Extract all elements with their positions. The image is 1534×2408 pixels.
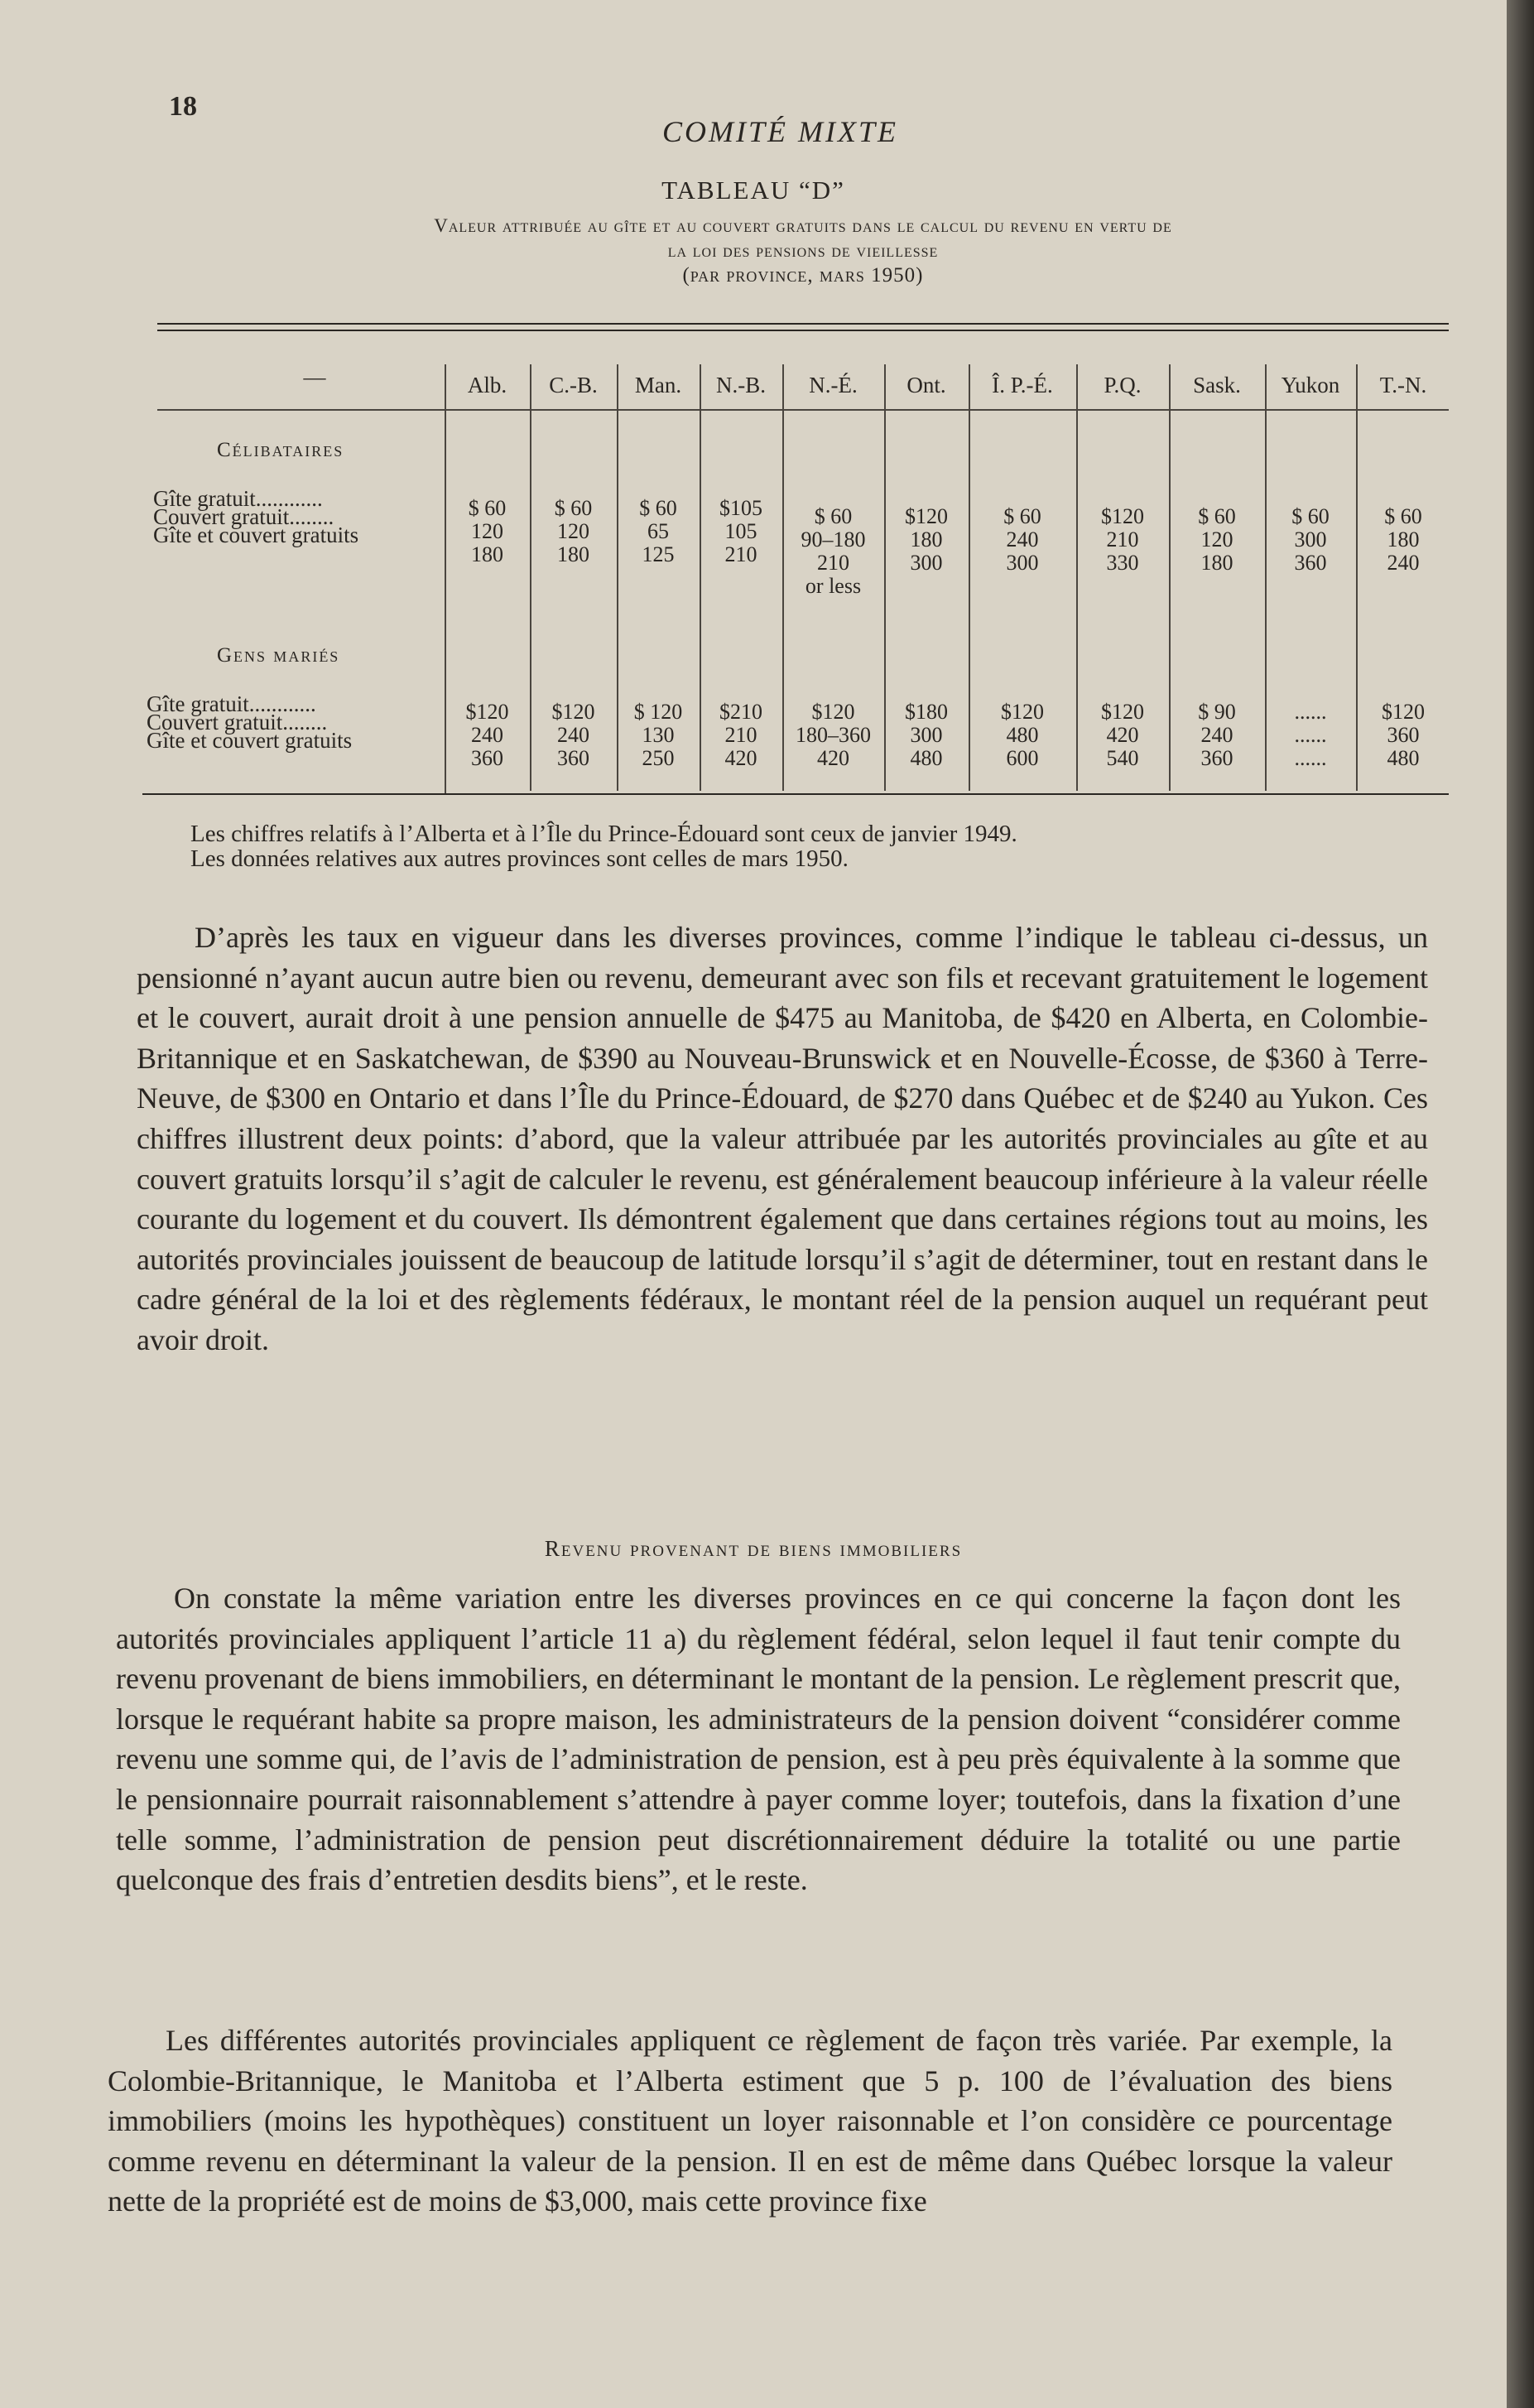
- cell-value: 210: [1106, 527, 1139, 551]
- cell-value: 210: [724, 542, 757, 566]
- cell-value: $ 90: [1198, 700, 1236, 724]
- cell-value: 600: [1006, 746, 1039, 770]
- cell-value: 180–360: [796, 723, 871, 747]
- cell-value: 105: [724, 519, 757, 543]
- table-top-rule: [157, 323, 1449, 325]
- cell-value: $120: [551, 700, 595, 724]
- section-title: Gens mariés: [217, 644, 340, 667]
- paragraph-1-text: D’après les taux en vigueur dans les diverses provinces, comme l’indique le tableau ci-dessus, un pensionné n’ayant aucun autre bien ou revenu, demeurant avec son fils et recevant gratuitement le logement et le couvert, aurait droit à une pension annuelle de $475 au Manitoba, de $420 en Alberta, en Colombie-Britannique et en Saskatchewan, de $390 au Nouveau-Brunswick et en Nouvelle-Écosse, de $360 à Terre-Neuve, de $300 en Ontario et dans l’Île du Prince-Édouard, de $270 dans Québec et de $240 au Yukon. Ces chiffres illustrent deux points: d’abord, que la valeur attribuée par les autorités provinciales au gîte et au couvert gratuits lorsqu’il s’agit de calculer le revenu, est généralement beaucoup inférieure à la valeur réelle courante du logement et du couvert. Ils démontrent également que dans certaines régions tout au moins, les autorités provinciales jouissent de beaucoup de latitude lorsqu’il s’agit de déterminer, tout en restant dans le cadre général de la loi et des règlements fédéraux, le montant réel de la pension auquel un requérant peut avoir droit.: [137, 921, 1428, 1356]
- cell-value: $120: [465, 700, 509, 724]
- table-cell: [1358, 505, 1449, 575]
- cell-value: $ 60: [468, 496, 507, 520]
- column-header: Sask.: [1193, 373, 1241, 397]
- body-paragraph-1: [137, 917, 1428, 1361]
- cell-value: 180: [910, 527, 943, 551]
- cell-value: 360: [471, 746, 503, 770]
- table-cell: [886, 701, 967, 770]
- cell-value: 180: [471, 542, 503, 566]
- cell-value: 240: [1006, 527, 1039, 551]
- cell-value: $120: [1101, 504, 1144, 528]
- cell-value: 240: [1387, 551, 1420, 575]
- row-label: Gîte gratuit............: [153, 486, 323, 511]
- table-corner: —: [303, 364, 326, 389]
- cell-value: 300: [1006, 551, 1039, 575]
- cell-value: 120: [1200, 527, 1233, 551]
- row-label: Gîte et couvert gratuits: [147, 728, 353, 753]
- table-cell: [701, 497, 781, 566]
- table-caption: [207, 214, 1399, 288]
- body-paragraph-3: [108, 2020, 1392, 2222]
- table-cell: [970, 701, 1075, 770]
- cell-value: 480: [910, 746, 943, 770]
- column-header: C.-B.: [549, 373, 598, 397]
- cell-value: ......: [1294, 746, 1327, 770]
- cell-value: or less: [805, 574, 862, 598]
- column-header: T.-N.: [1379, 373, 1427, 397]
- cell-value: 360: [1294, 551, 1327, 575]
- table-cell: [531, 701, 615, 770]
- paragraph-3-text: Les différentes autorités provinciales appliquent ce règlement de façon très variée. Par exemple, la Colombie-Britannique, le Manitoba et l’Alberta estiment que 5 p. 100 de l’évaluation des biens immobiliers (moins les hypothèques) constituent un loyer raisonnable et l’on considère ce pourcentage comme revenu en déterminant la valeur de la pension. Il en est de même dans Québec lorsque la valeur nette de la propriété est de moins de $3,000, mais cette province fixe: [108, 2024, 1392, 2218]
- table-top-rule-2: [157, 330, 1449, 331]
- cell-value: 420: [724, 746, 757, 770]
- cell-value: $105: [719, 496, 762, 520]
- table-cell: [446, 497, 528, 566]
- cell-value: 125: [642, 542, 675, 566]
- table-cell: [970, 505, 1075, 575]
- cell-value: $ 60: [1198, 504, 1236, 528]
- cell-value: $ 60: [1291, 504, 1330, 528]
- cell-value: 130: [642, 723, 675, 747]
- table-cell: [886, 505, 967, 575]
- running-head: COMITÉ MIXTE: [662, 115, 898, 148]
- cell-value: $120: [905, 504, 948, 528]
- table-bottom-rule: [142, 793, 1449, 795]
- cell-value: $210: [719, 700, 762, 724]
- cell-value: $180: [905, 700, 948, 724]
- cell-value: 180: [1200, 551, 1233, 575]
- note-line-1: Les chiffres relatifs à l’Alberta et à l’Île du Prince-Édouard sont ceux de janvier 1949.: [190, 821, 1017, 847]
- cell-value: 420: [817, 746, 849, 770]
- column-header: Ont.: [906, 373, 946, 397]
- table-cell: [618, 701, 698, 770]
- cell-value: 300: [910, 723, 943, 747]
- cell-value: 120: [471, 519, 503, 543]
- column-header: P.Q.: [1104, 373, 1142, 397]
- paragraph-2-text: On constate la même variation entre les diverses provinces en ce qui concerne la façon dont les autorités provinciales appliquent l’article 11 a) du règlement fédéral, selon lequel il faut tenir compte du revenu provenant de biens immobiliers, en déterminant le montant de la pension. Le règlement prescrit que, lorsque le requérant habite sa propre maison, les administrateurs de la pension doivent “considérer comme revenu une somme qui, de l’avis de l’administration de pension, est à peu près équivalente à la somme que le pensionnaire pourrait raisonnablement s’attendre à payer comme loyer; toutefois, dans la fixation d’une telle somme, l’administration de pension peut discrétionnairement déduire la totalité ou une partie quelconque des frais d’entretien desdits biens”, et le reste.: [116, 1582, 1401, 1897]
- page-number: 18: [169, 91, 197, 122]
- cell-value: $ 60: [554, 496, 593, 520]
- cell-value: 360: [557, 746, 589, 770]
- table-cell: [618, 497, 698, 566]
- table-cell: [1267, 505, 1354, 575]
- caption-line-1: Valeur attribuée au gîte et au couvert gratuits dans le calcul du revenu en vertu de: [434, 215, 1172, 236]
- cell-value: $ 60: [1003, 504, 1041, 528]
- column-header: Alb.: [467, 373, 507, 397]
- cell-value: $ 60: [814, 504, 853, 528]
- section-subheading: Revenu provenant de biens immobiliers: [544, 1536, 963, 1561]
- cell-value: 250: [642, 746, 675, 770]
- cell-value: 480: [1006, 723, 1039, 747]
- cell-value: 240: [471, 723, 503, 747]
- cell-value: 420: [1106, 723, 1139, 747]
- cell-value: $ 60: [639, 496, 677, 520]
- cell-value: 300: [1294, 527, 1327, 551]
- cell-value: $ 60: [1384, 504, 1422, 528]
- table-cell: [531, 497, 615, 566]
- column-header: N.-É.: [809, 373, 858, 397]
- cell-value: $ 120: [633, 700, 683, 724]
- section-title: Célibataires: [217, 439, 344, 461]
- cell-value: 210: [817, 551, 849, 575]
- cell-value: 330: [1106, 551, 1139, 575]
- cell-value: $120: [1382, 700, 1425, 724]
- table-cell: [784, 505, 882, 598]
- note-line-2: Les données relatives aux autres provinces sont celles de mars 1950.: [190, 845, 849, 872]
- cell-value: 240: [557, 723, 589, 747]
- cell-value: 480: [1387, 746, 1420, 770]
- cell-value: 360: [1387, 723, 1420, 747]
- column-header: Yukon: [1281, 373, 1340, 397]
- table-note: [190, 821, 1267, 871]
- table-title: TABLEAU “D”: [661, 176, 845, 205]
- row-label: Couvert gratuit........: [147, 710, 328, 734]
- cell-value: 210: [724, 723, 757, 747]
- header-underline: [157, 409, 1449, 411]
- body-paragraph-2: [116, 1578, 1401, 1900]
- cell-value: 120: [557, 519, 589, 543]
- row-label: Gîte et couvert gratuits: [153, 523, 359, 547]
- column-header: Î. P.-É.: [992, 373, 1053, 397]
- cell-value: $120: [1001, 700, 1044, 724]
- row-label: Gîte gratuit............: [147, 691, 316, 716]
- cell-value: 65: [647, 519, 669, 543]
- table-cell: [1078, 701, 1167, 770]
- page-edge-shadow: [1507, 0, 1534, 2408]
- cell-value: ......: [1294, 723, 1327, 747]
- table-cell: [1078, 505, 1167, 575]
- table-cell: [784, 701, 882, 770]
- cell-value: $120: [1101, 700, 1144, 724]
- cell-value: 540: [1106, 746, 1139, 770]
- table-cell: [1267, 701, 1354, 770]
- cell-value: $120: [811, 700, 855, 724]
- table-cell: [1171, 701, 1263, 770]
- caption-line-3: (par province, mars 1950): [682, 264, 924, 287]
- cell-value: 240: [1200, 723, 1233, 747]
- cell-value: ......: [1294, 700, 1327, 724]
- table-cell: [1171, 505, 1263, 575]
- cell-value: 360: [1200, 746, 1233, 770]
- column-header: N.-B.: [716, 373, 766, 397]
- table-cell: [701, 701, 781, 770]
- column-header: Man.: [634, 373, 682, 397]
- cell-value: 90–180: [801, 527, 866, 551]
- cell-value: 180: [557, 542, 589, 566]
- cell-value: 180: [1387, 527, 1420, 551]
- caption-line-2: la loi des pensions de vieillesse: [667, 240, 939, 261]
- row-label: Couvert gratuit........: [153, 504, 334, 529]
- table-cell: [446, 701, 528, 770]
- cell-value: 300: [910, 551, 943, 575]
- table-cell: [1358, 701, 1449, 770]
